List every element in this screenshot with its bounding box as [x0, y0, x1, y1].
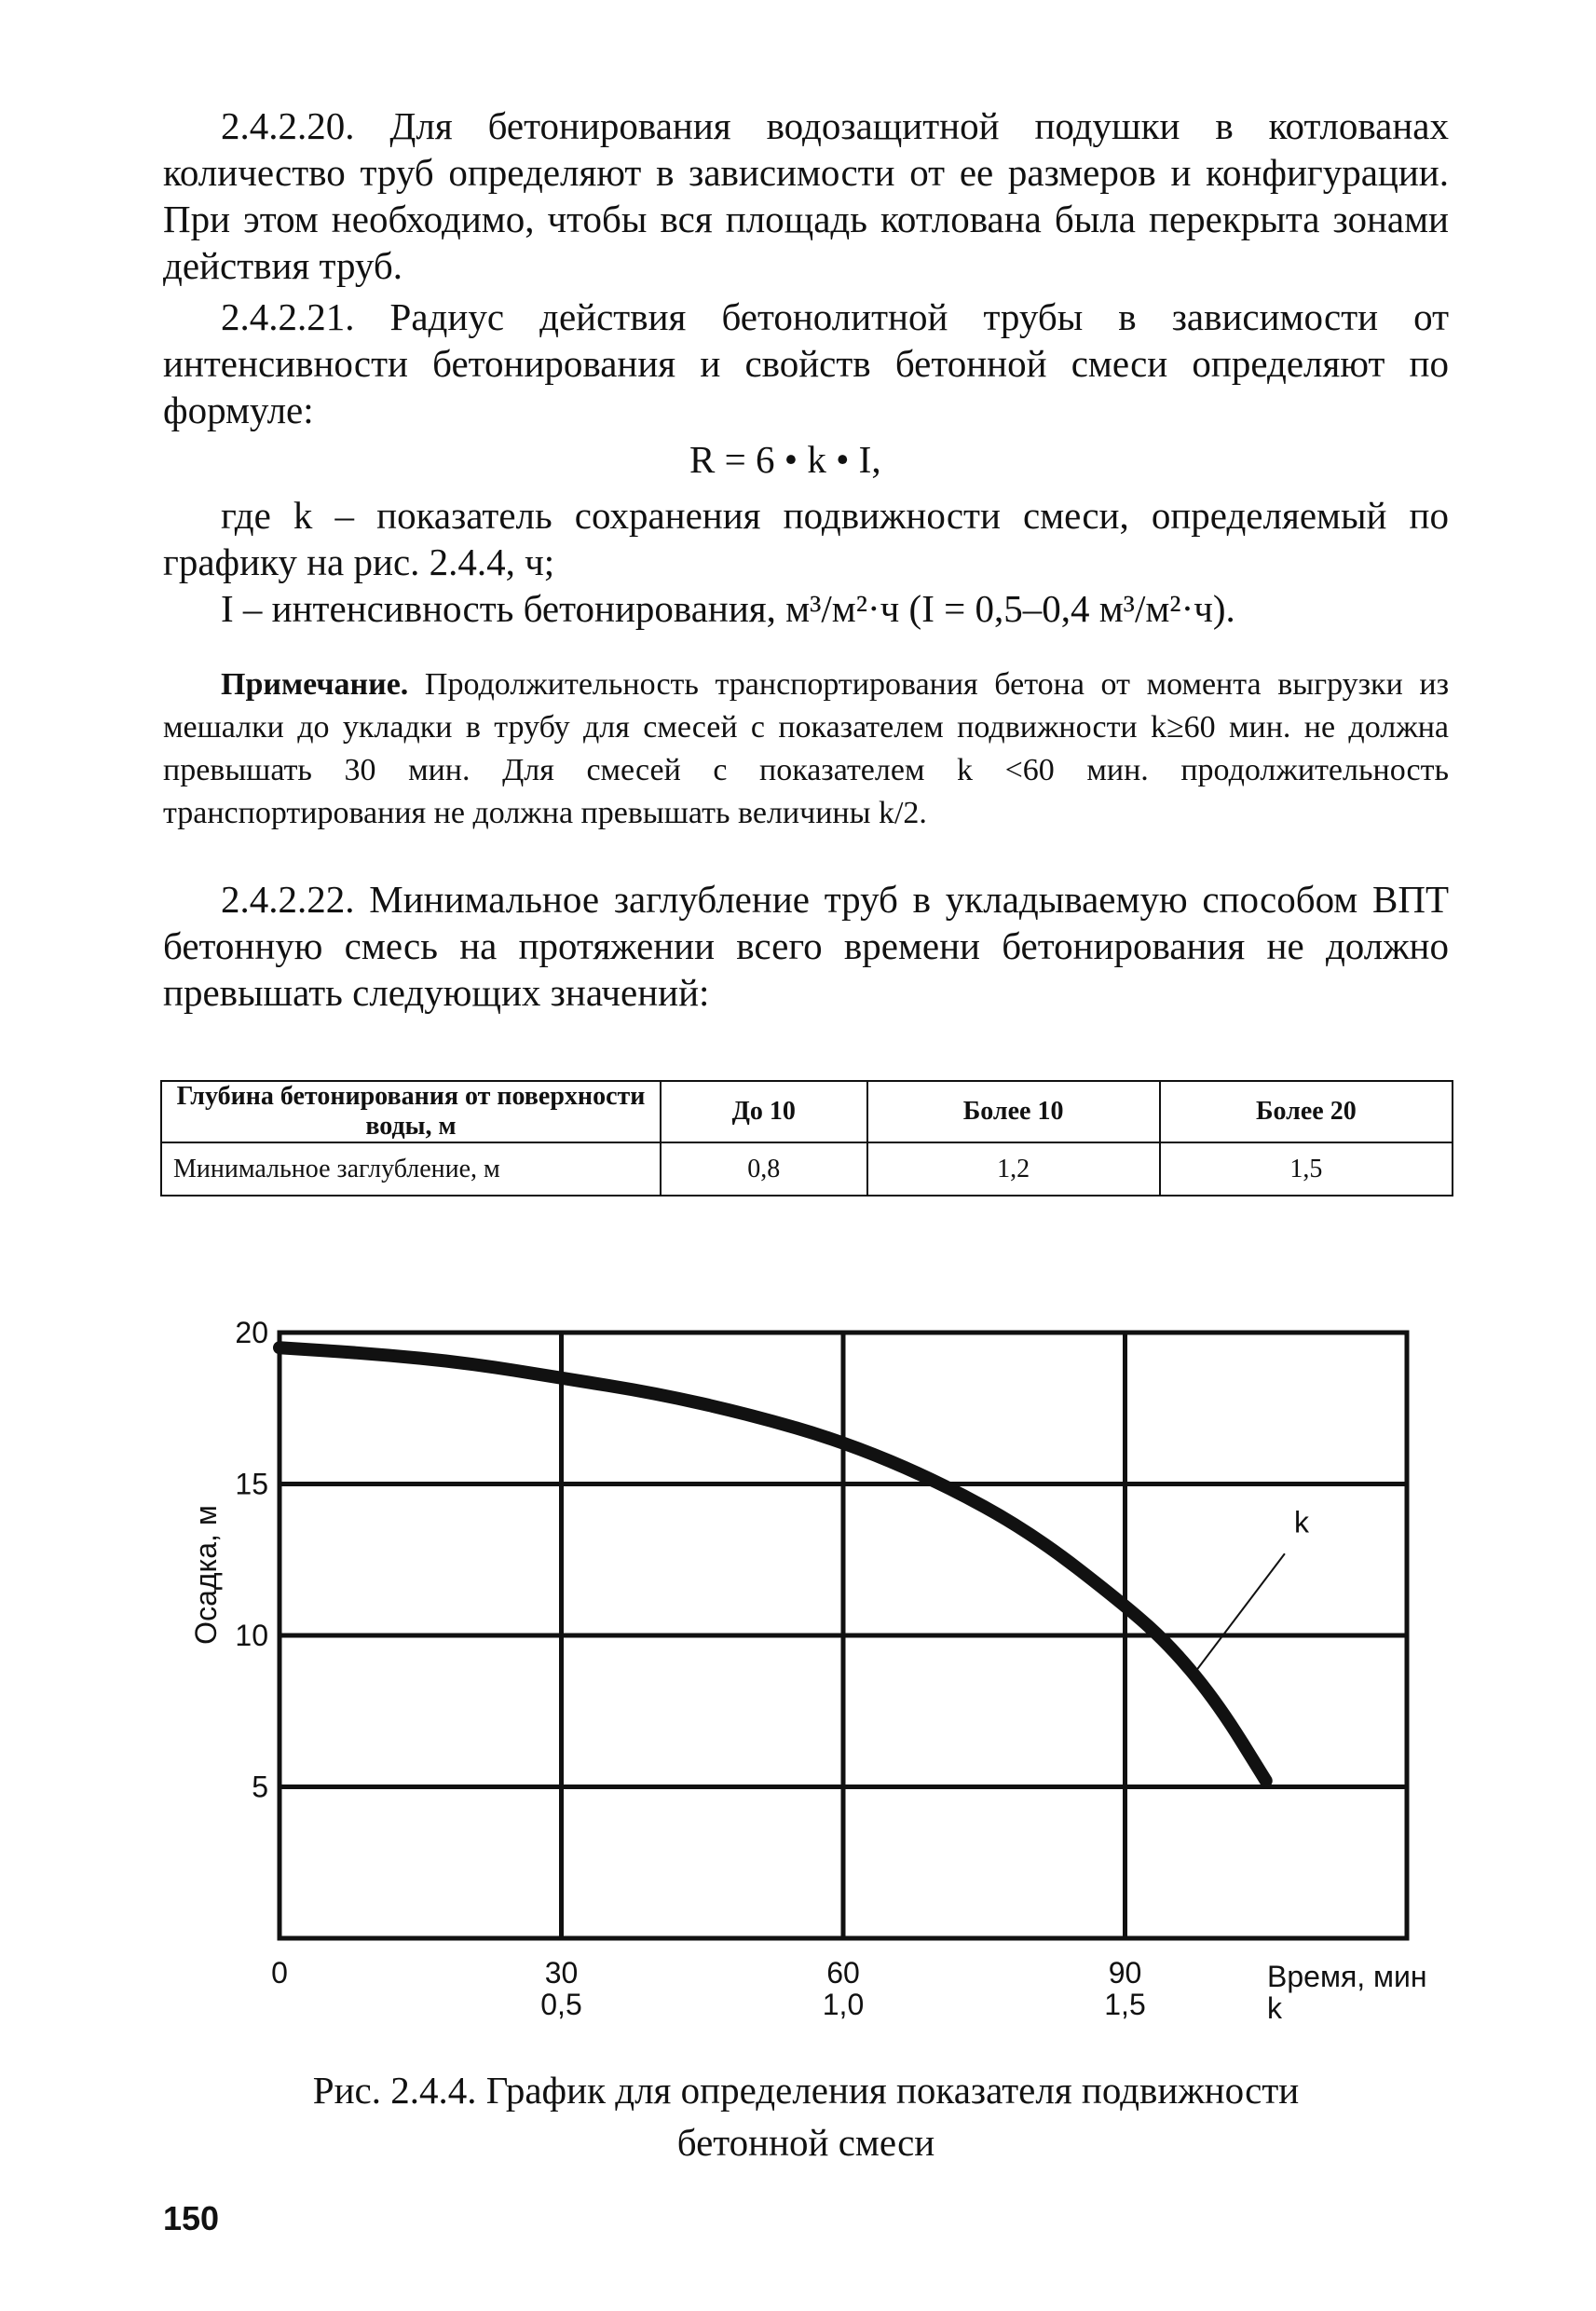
x-tick-label-secondary: 1,5 — [1104, 1988, 1146, 2021]
table-cell: 1,5 — [1160, 1142, 1453, 1196]
table-header-cell: Глубина бетонирования от поверхности воды, м — [161, 1081, 661, 1142]
note-text: Продолжительность транспортирования бетона от момента выгрузки из мешалки до укладки в трубу для смесей с показателем подвижности k≥60 мин. не должна превышать 30 мин. Для смесей с показателем k <60 мин. продолжительность транспортирования не должна превышать величины k/2. — [163, 667, 1449, 830]
table-header-cell: Более 10 — [867, 1081, 1160, 1142]
paragraph-k-definition: где k – показатель сохранения подвижности смеси, определяемый по графику на рис. 2.4.4, ч; — [163, 494, 1449, 583]
paragraph-2-4-2-21: 2.4.2.21. Радиус действия бетонолитной трубы в зависимости от интенсивности бетонирования и свойств бетонной смеси определяют по формуле: — [163, 295, 1449, 431]
x-tick-label-secondary: 0,5 — [540, 1988, 582, 2021]
chart-ticks — [235, 1316, 1145, 2021]
x-tick-label: 60 — [826, 1956, 860, 1990]
x-tick-label: 30 — [544, 1956, 579, 1990]
table-header-cell: До 10 — [661, 1081, 867, 1142]
figure-caption-line2: бетонной смеси — [676, 2121, 935, 2164]
x-tick-label: 90 — [1108, 1956, 1142, 1990]
figure-caption-line1: Рис. 2.4.4. График для определения показателя подвижности — [312, 2069, 1300, 2112]
note-label: Примечание. — [221, 667, 409, 702]
x-tick-label: 0 — [271, 1956, 288, 1990]
paragraph-2-4-2-20: 2.4.2.20. Для бетонирования водозащитной подушки в котлованах количество труб определяют в зависимости от ее размеров и конфигурации. При этом необходимо, чтобы вся площадь котлована была перекрыта зонами действия труб. — [163, 104, 1449, 287]
y-tick-label: 10 — [235, 1619, 268, 1652]
annotation-k-label: k — [1294, 1505, 1309, 1539]
page-number: 150 — [163, 2199, 220, 2237]
x-tick-label-secondary: 1,0 — [822, 1988, 865, 2021]
chart-grid — [280, 1333, 1407, 1938]
table-cell: 1,2 — [867, 1142, 1160, 1196]
y-tick-label: 15 — [235, 1467, 268, 1501]
annotation-leader-line — [1191, 1553, 1285, 1677]
formula: R = 6 • k • I, — [689, 438, 881, 481]
series-k-line — [280, 1347, 1266, 1781]
y-tick-label: 20 — [235, 1316, 268, 1349]
y-axis-label: Осадка, м — [189, 1505, 223, 1645]
table-cell: Минимальное заглубление, м — [161, 1142, 661, 1196]
x-axis-label: Время, мин — [1267, 1960, 1427, 1993]
table-cell: 0,8 — [661, 1142, 867, 1196]
y-tick-label: 5 — [252, 1770, 268, 1804]
paragraph-2-4-2-22: 2.4.2.22. Минимальное заглубление труб в укладываемую способом ВПТ бетонную смесь на протяжении всего времени бетонирования не должно превышать следующих значений: — [163, 878, 1449, 1014]
x-axis-label-secondary: k — [1267, 1991, 1282, 2025]
paragraph-i-definition: I – интенсивность бетонирования, м³/м²·ч (I = 0,5–0,4 м³/м²·ч). — [221, 587, 1235, 630]
table-header-cell: Более 20 — [1160, 1081, 1453, 1142]
